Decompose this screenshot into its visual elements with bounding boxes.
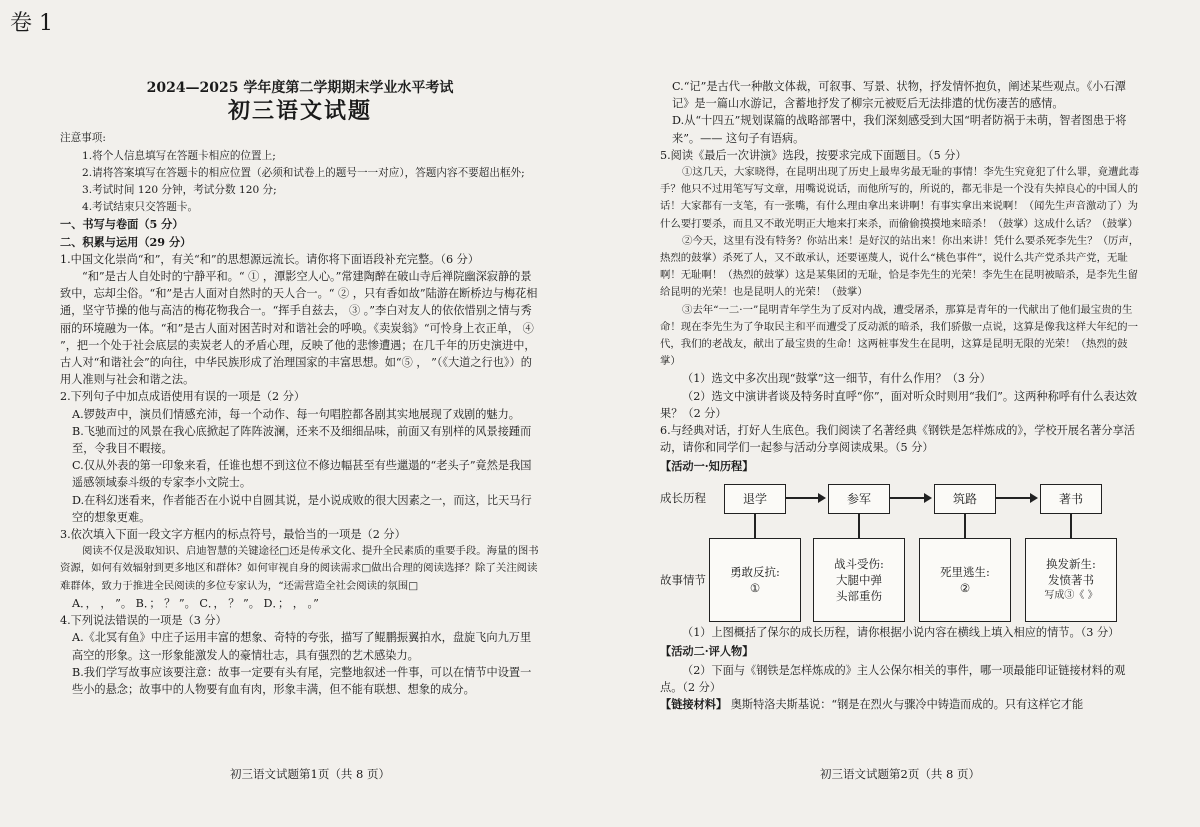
section-heading: 二、积累与运用（29 分）: [60, 234, 192, 249]
flow-row-label: 成长历程: [660, 490, 706, 505]
flow-connector: [754, 513, 756, 538]
flow-story-line: ②: [959, 580, 971, 595]
exam-subtitle: 初三语文试题: [227, 98, 372, 125]
flow-story-line: 发愤著书: [1048, 572, 1094, 587]
flow-connector: [964, 513, 966, 538]
flow-story-line: 勇敢反抗:: [730, 564, 780, 579]
reading-paragraph: ①这几天，大家晓得，在昆明出现了历史上最卑劣最无耻的事情！李先生究竟犯了什么罪，竟遭此毒手？他只不过用笔写写文章，用嘴说说话，而他所写的，所说的，都无非是一个没有失掉良心的中国人的话！大家都有一支笔，有一张嘴，有什么理由拿出来讲啊！有事实拿出来说啊！（闻先生声音激动了）为什么要打要杀，而且又不敢光明正大地来打来杀，而偷偷摸摸地来暗杀！（鼓掌）这成什么话？（鼓掌）: [660, 166, 1140, 230]
flow-story-line: ①: [749, 580, 761, 595]
question-4-option: D.从“十四五”规划谋篇的战略部署中，我们深刻感受到大国“明者防祸于未萌，智者图患于将来”。—— 这句子有语病。: [672, 114, 1127, 145]
flow-arrow: [786, 497, 824, 499]
growth-flowchart: [660, 480, 1140, 622]
question-3-passage: 阅读不仅是汲取知识、启迪智慧的关键途径□还是传承文化、提升全民素质的重要手段。海量的图书资源，如何有效辐射到更多地区和群体？如何审视自身的阅读需求□做出合理的阅读选择？除了关注阅读难群体，致力于推进全民阅读的多位专家认为，“还需营造全社会阅读的氛围□: [60, 545, 539, 592]
flow-arrow: [890, 497, 930, 499]
flow-story: [709, 538, 801, 622]
link-material-label: 【链接材料】: [660, 697, 728, 712]
question-6-stem: 6.与经典对话，打好人生底色。我们阅读了名著经典《钢铁是怎样炼成的》，学校开展名著分享活动，请你和同学们一起参与活动分享阅读成果。（5 分）: [660, 424, 1135, 455]
flow-stage: 参军: [828, 484, 890, 514]
section-heading: 一、书写与卷面（5 分）: [60, 217, 184, 232]
flow-story: [1025, 538, 1117, 622]
question-2-option: A.锣鼓声中，演员们情感充沛，每一个动作、每一句唱腔都各剧其实地展现了戏剧的魅力。: [72, 407, 520, 421]
question-4-option: B.我们学写故事应该要注意：故事一定要有头有尾，完整地叙述一件事，可以在情节中设置一些小的悬念；故事中的人物要有血有肉，形象丰满，但不能有联想、想象的成分。: [72, 665, 532, 696]
question-2-stem: 2.下列句子中加点成语使用有误的一项是（2 分）: [60, 390, 306, 404]
question-2-option: C.仅从外表的第一印象来看，任谁也想不到这位不修边幅甚至有些邋遢的“老头子”竟然是我国遥感领域泰斗级的专家李小文院士。: [72, 459, 532, 490]
volume-label: 卷 1: [10, 11, 53, 36]
question-2-option: D.在科幻迷看来，作者能否在小说中自圆其说，是小说成败的很大因素之一，而这，比天马行空的想象更难。: [72, 493, 532, 524]
question-5-sub-2: （2）选文中演讲者谈及特务时直呼“你”，面对听众时则用“我们”。这两种称呼有什么表达效果？（2 分）: [660, 389, 1138, 420]
exam-page-2: [660, 78, 1140, 823]
question-6-sub-1: （1）上图概括了保尔的成长历程，请你根据小说内容在横线上填入相应的情节。（3 分）: [682, 625, 1120, 639]
question-5-sub-1: （1）选文中多次出现“鼓掌”这一细节，有什么作用？（3 分）: [682, 372, 991, 386]
flow-story-line: 大腿中弹: [836, 572, 882, 587]
page-footer-2: 初三语文试题第2页（共 8 页）: [820, 767, 980, 781]
activity-1-heading: 【活动一·知历程】: [660, 459, 754, 474]
exam-page-1: [60, 78, 540, 823]
flow-connector: [858, 513, 860, 538]
flow-stage: 著书: [1040, 484, 1102, 514]
flow-story: [813, 538, 905, 622]
question-1-passage: “和”是古人自处时的宁静平和。“ ① ，潭影空人心。”常建陶醉在破山寺后禅院幽深寂静的景致中，忘却尘俗。“和”是古人面对自然时的天人合一。“ ② ，只有香如故”陆游在断桥边与梅花相通，坚守节操的他与高洁的梅花物我合一。“挥手自兹去， ③ 。”李白对友人的依依惜别之情与秀丽的环境融为一体。“和”是古人面对困苦时对和谐社会的呼唤。《卖炭翁》“可怜身上衣正单， ④ ”，把一个处于社会底层的卖炭老人的矛盾心理，反映了他的悲惨遭遇；在几千年的历史演进中，古人对“和谐社会”的向往，中华民族形成了治理国家的丰富思想。如“⑤ ， ”（《大道之行也》）的用人准则与社会和谐之法。: [60, 270, 538, 387]
question-2-option: B.飞驰而过的风景在我心底掀起了阵阵波澜，还来不及细细品味，前面又有别样的风景接踵而至，令我目不暇接。: [72, 424, 532, 456]
question-3-stem: 3.依次填入下面一段文字方框内的标点符号，最恰当的一项是（2 分）: [60, 528, 406, 542]
question-4-stem: 4.下列说法错误的一项是（3 分）: [60, 614, 227, 628]
note-item: 4.考试结束只交答题卡。: [82, 201, 199, 214]
flow-stage: 退学: [724, 484, 786, 514]
question-5-stem: 5.阅读《最后一次讲演》选段，按要求完成下面题目。（5 分）: [660, 148, 967, 162]
flow-connector: [1070, 513, 1072, 538]
question-3-options: A．， ， ”。 B．； ？ ”。 C．， ？ ”。 D．； ， 。”: [72, 596, 319, 610]
question-1-stem: 1.中国文化崇尚“和”，有关“和”的思想源远流长。请你将下面语段补充完整。（6 分）: [60, 252, 480, 266]
reading-paragraph: ③去年“一二·一”昆明青年学生为了反对内战，遭受屠杀，那算是青年的一代献出了他们最宝贵的生命！现在李先生为了争取民主和平而遭受了反动派的暗杀，我们骄傲一点说，这算是像我这样大年纪的一代，我们的老战友，献出了最宝贵的生命！这两桩事发生在昆明，这算是昆明无限的光荣！（热烈的鼓掌）: [660, 303, 1138, 368]
exam-title: 2024—2025 学年度第二学期期末学业水平考试: [146, 80, 454, 96]
note-item: 1.将个人信息填写在答题卡相应的位置上;: [82, 149, 276, 162]
question-4-option: A.《北冥有鱼》中庄子运用丰富的想象、奇特的夸张，描写了鲲鹏振翼拍水，盘旋飞向九万里高空的形象。这一形象能激发人的豪情壮志，具有强烈的艺术感染力。: [72, 631, 532, 662]
note-item: 2.请将答案填写在答题卡的相应位置（必须和试卷上的题号一一对应），答题内容不要超出框外;: [82, 166, 525, 179]
question-4-option: C.“记”是古代一种散文体裁，可叙事、写景、状物，抒发情怀抱负，阐述某些观点。《小石潭记》是一篇山水游记，含蓄地抒发了柳宗元被贬后无法排遣的忧伤凄苦的感情。: [672, 80, 1126, 111]
link-material-text: 奥斯特洛夫斯基说：“钢是在烈火与骤冷中铸造而成的。只有这样它才能: [730, 698, 1084, 712]
flow-story-line: 写成③《 》: [1044, 589, 1098, 601]
flow-story-line: 换发新生:: [1046, 556, 1096, 571]
flow-row-label: 故事情节: [660, 572, 706, 587]
flow-story-line: 死里逃生:: [940, 564, 990, 579]
flow-arrow: [996, 497, 1036, 499]
flow-stage: 筑路: [934, 484, 996, 514]
activity-2-heading: 【活动二·评人物】: [660, 643, 754, 658]
page-footer-1: 初三语文试题第1页（共 8 页）: [230, 767, 390, 781]
notes-heading: 注意事项:: [60, 132, 106, 145]
flow-story: [919, 538, 1011, 622]
question-6-sub-2: （2）下面与《钢铁是怎样炼成的》主人公保尔相关的事件，哪一项最能印证链接材料的观点。（2 分）: [660, 664, 1126, 695]
flow-story-line: 战斗受伤:: [834, 556, 884, 571]
note-item: 3.考试时间 120 分钟，考试分数 120 分;: [82, 184, 277, 197]
reading-paragraph: ②今天，这里有没有特务？你站出来！是好汉的站出来！你出来讲！凭什么要杀死李先生？（厉声，热烈的鼓掌）杀死了人，又不敢承认，还要诬蔑人，说什么“桃色事件”，说什么共产党杀共产党，无耻啊！无耻啊！（热烈的鼓掌）这是某集团的无耻，恰是李先生的光荣！李先生在昆明被暗杀，是李先生留给昆明的光荣！也是昆明人的光荣！（鼓掌）: [660, 234, 1140, 299]
flow-story-line: 头部重伤: [836, 588, 882, 603]
